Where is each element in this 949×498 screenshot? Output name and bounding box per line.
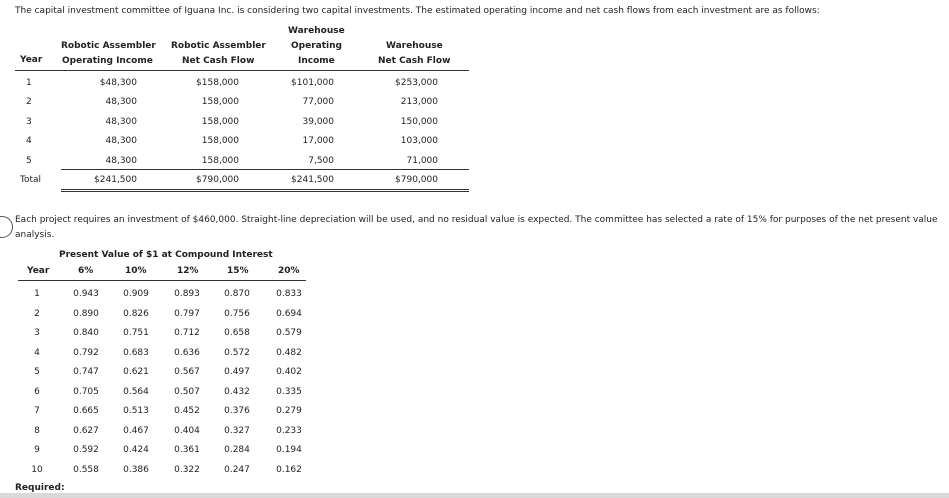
pv-year-cell: 1: [34, 289, 40, 299]
header-robotic-cash-line2: Net Cash Flow: [182, 56, 255, 66]
pv-value-cell: 0.233: [276, 425, 302, 436]
pv-value-cell: 0.284: [224, 445, 250, 455]
pv-year-cell: 2: [34, 308, 40, 319]
present-value-table: [10, 248, 310, 478]
pv-value-cell: 0.840: [73, 328, 99, 338]
pv-value-cell: 0.194: [276, 445, 302, 455]
pv-value-cell: 0.376: [224, 406, 250, 416]
pv-value-cell: 0.747: [73, 367, 99, 377]
pv-value-cell: 0.893: [174, 289, 200, 299]
header-robotic-cash-line1: Robotic Assembler: [171, 41, 266, 51]
pv-value-cell: 0.797: [174, 308, 200, 319]
total-rule: [61, 169, 469, 170]
pv-value-cell: 0.247: [224, 464, 250, 475]
pv-table-title: Present Value of $1 at Compound Interest: [59, 250, 273, 260]
pv-value-cell: 0.162: [276, 464, 302, 475]
pv-year-cell: 3: [34, 328, 40, 338]
pv-value-cell: 0.513: [123, 406, 149, 416]
pv-value-cell: 0.751: [123, 328, 149, 338]
pv-value-cell: 0.327: [224, 425, 250, 436]
pv-header-15: 15%: [227, 266, 249, 276]
double-rule-top: [61, 189, 469, 190]
pv-value-cell: 0.890: [73, 308, 99, 319]
pv-value-cell: 0.592: [73, 445, 99, 455]
pv-value-cell: 0.467: [123, 425, 149, 436]
header-warehouse-cash-line2: Net Cash Flow: [378, 56, 451, 66]
pv-year-cell: 5: [34, 367, 40, 377]
pv-header-year: Year: [27, 266, 50, 276]
pv-value-cell: 0.279: [276, 406, 302, 416]
header-rule: [15, 70, 469, 71]
pv-value-cell: 0.507: [174, 386, 200, 397]
pv-value-cell: 0.579: [276, 328, 302, 338]
pv-value-cell: 0.658: [224, 328, 250, 338]
double-rule-bottom: [61, 191, 469, 192]
pv-header-20: 20%: [278, 266, 300, 276]
pv-value-cell: 0.665: [73, 406, 99, 416]
pv-value-cell: 0.322: [174, 464, 200, 475]
pv-value-cell: 0.404: [174, 425, 200, 436]
pv-year-cell: 10: [31, 464, 43, 475]
header-robotic-income-line1: Robotic Assembler: [61, 41, 156, 51]
header-warehouse-cash-line1: Warehouse: [386, 41, 443, 51]
pv-value-cell: 0.335: [276, 386, 302, 397]
pv-header-rule: [18, 280, 306, 281]
pv-value-cell: 0.870: [224, 289, 250, 299]
header-warehouse-income-line3: Income: [298, 56, 335, 66]
pv-year-cell: 4: [34, 347, 40, 358]
intro-text: The capital investment committee of Iguana Inc. is considering two capital investments. The estimated operating income and net cash flows from each investment are as follows:: [15, 6, 820, 16]
pv-value-cell: 0.621: [123, 367, 149, 377]
pv-value-cell: 0.705: [73, 386, 99, 397]
pv-value-cell: 0.567: [174, 367, 200, 377]
required-label: Required:: [15, 483, 65, 493]
pv-value-cell: 0.424: [123, 445, 149, 455]
pv-value-cell: 0.636: [174, 347, 200, 358]
pv-value-cell: 0.627: [73, 425, 99, 436]
pv-value-cell: 0.402: [276, 367, 302, 377]
pv-value-cell: 0.826: [123, 308, 149, 319]
pv-header-12: 12%: [177, 266, 199, 276]
pv-year-cell: 9: [34, 445, 40, 455]
pv-value-cell: 0.482: [276, 347, 302, 358]
pv-value-cell: 0.452: [174, 406, 200, 416]
pv-value-cell: 0.792: [73, 347, 99, 358]
pv-value-cell: 0.386: [123, 464, 149, 475]
header-warehouse-income-line2: Operating: [291, 41, 342, 51]
pv-value-cell: 0.361: [174, 445, 200, 455]
pv-value-cell: 0.683: [123, 347, 149, 358]
header-robotic-income-line2: Operating Income: [62, 56, 153, 66]
pv-year-cell: 7: [34, 406, 40, 416]
pv-header-10: 10%: [125, 266, 147, 276]
pv-value-cell: 0.497: [224, 367, 250, 377]
pv-value-cell: 0.432: [224, 386, 250, 397]
pv-year-cell: 6: [34, 386, 40, 397]
pv-value-cell: 0.712: [174, 328, 200, 338]
pv-value-cell: 0.909: [123, 289, 149, 299]
bottom-scroll-bar[interactable]: [0, 493, 949, 498]
investment-table: Year Robotic Assembler Operating Income Robotic Assembler Net Cash Flow Warehouse Operating Income Warehouse Net Cash Flow 1 $48,300 $158,000 $101,000 $253,000 2 48,300 158,000 77,000 213,000 3 48,300 158,000 39,000 150,000 4 48,300 158,000 17,000 103,000 5 48,300 158,000 7,500 71,000 Total $241,500 $790,000 $241,500 $790,000: [15, 24, 469, 194]
pv-value-cell: 0.572: [224, 347, 250, 358]
header-year: Year: [20, 55, 43, 65]
pv-value-cell: 0.833: [276, 289, 302, 299]
pv-value-cell: 0.558: [73, 464, 99, 475]
question-marker-icon: [0, 216, 13, 238]
pv-value-cell: 0.564: [123, 386, 149, 397]
investment-paragraph: Each project requires an investment of $460,000. Straight-line depreciation will be used, and no residual value is expected. The committee has selected a rate of 15% for purposes of the net present value analysis.: [15, 215, 938, 240]
pv-value-cell: 0.756: [224, 308, 250, 319]
pv-value-cell: 0.694: [276, 308, 302, 319]
pv-year-cell: 8: [34, 425, 40, 436]
header-warehouse-income-line1: Warehouse: [288, 26, 345, 36]
pv-header-6: 6%: [78, 266, 94, 276]
pv-value-cell: 0.943: [73, 289, 99, 299]
